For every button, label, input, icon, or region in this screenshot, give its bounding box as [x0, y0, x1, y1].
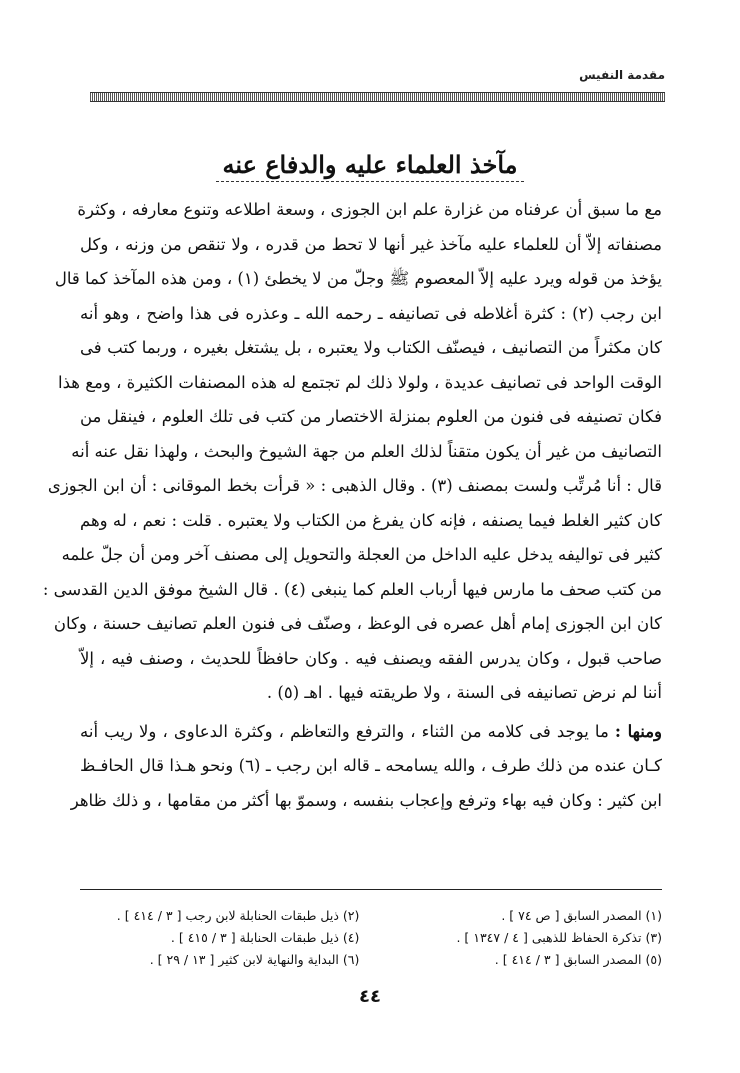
footnote: (٤) ذيل طبقات الحنابلة [ ٣ / ٤١٥ ] . [170, 930, 360, 945]
page-number: ٤٤ [359, 986, 381, 1007]
body-line: كثير فى تواليفه يدخل عليه الداخل من العجلة والتحويل إلى مصنف آخر ومن أن جلّ علمه [61, 545, 662, 564]
body-text [42, 193, 662, 818]
body-line: مع ما سبق أن عرفناه من غزارة علم ابن الجوزى ، وسعة اطلاعه وتنوع معارفه ، وكثرة [77, 200, 662, 219]
body-line: من كتب صحف ما مارس فيها أرباب العلم كما ينبغى (٤) . قال الشيخ موفق الدين القدسى : [42, 579, 662, 599]
body-line: كان مكثراً من التصانيف ، فيصنّف الكتاب ولا يعتبره ، بل يشتغل بغيره ، وربما كتب فى [80, 338, 662, 357]
body-line: التصانيف من غير أن يكون متقناً لذلك العلم من جهة الشيوخ والبحث ، ولهذا نقل عنه أنه [71, 441, 662, 461]
footnote: (٢) ذيل طبقات الحنابلة لابن رجب [ ٣ / ٤١٤ ] . [116, 908, 360, 923]
body-line [80, 715, 662, 750]
body-line: ابن رجب (٢) : كثرة أغلاطه فى تصانيفه ـ رحمه الله ـ وعذره فى هذا واضح ، وهو أنه [80, 303, 662, 323]
body-line: ابن كثير : وكان فيه بهاء وترفع وإعجاب بنفسه ، وسموّ بها أكثر من مقامها ، و ذلك ظاهر [70, 790, 662, 810]
body-line: كان كثير الغلط فيما يصنفه ، فإنه كان يفرغ من الكتاب ولا يعتبره . قلت : نعم ، له وهم [80, 510, 662, 530]
body-line: مصنفاته إلاّ أن للعلماء عليه مآخذ غير أنها لا تحط من قدره ، ولا تنقص من وزنه ، وكل [80, 234, 662, 254]
body-line-text: ما يوجد فى كلامه من الثناء ، والترفع والتعاظم ، وكثرة الدعاوى ، ولا ريب أنه [80, 721, 615, 741]
running-header: مقدمة النفيس [579, 68, 665, 82]
footnote: (١) المصدر السابق [ ص ٧٤ ] . [501, 908, 662, 923]
body-line: الوقت الواحد فى تصانيف عديدة ، ولولا ذلك لم تجتمع له هذه المصنفات الكثيرة ، ومع هذا [58, 372, 662, 392]
body-line: فكان تصنيفه فى فنون من العلوم بمنزلة الاختصار من كتب فى تلك العلوم ، فينقل من [80, 407, 662, 426]
footnotes [80, 905, 662, 971]
footnote: (٦) البداية والنهاية لابن كثير [ ١٣ / ٢٩ ] . [149, 952, 360, 967]
body-line: كـان عنده من ذلك طرف ، والله يسامحه ـ قاله ابن رجب ـ (٦) ونحو هـذا قال الحافـظ [80, 756, 662, 775]
header-rule [90, 92, 665, 102]
body-line: صاحب قبول ، وكان يدرس الفقه ويصنف فيه . وكان حافظاً للحديث ، وصنف فيه ، إلاّ [80, 648, 662, 668]
body-line: قال : أنا مُرتِّب ولست بمصنف (٣) . وقال الذهبى : « قرأت بخط الموقانى : أن ابن الجوزى [47, 476, 662, 495]
footnote: (٣) تذكرة الحفاظ للذهبى [ ٤ / ١٣٤٧ ] . [456, 930, 662, 945]
paragraph-lead: ومنها : [614, 721, 662, 741]
footnote-row [80, 949, 662, 971]
section-title [0, 150, 740, 182]
footnote-row [80, 927, 662, 949]
footnote-separator [80, 889, 662, 890]
body-line: يؤخذ من قوله ويرد عليه إلاّ المعصوم ﷺ وجلّ من لا يخطئ (١) ، ومن هذه المآخذ كما قال [54, 269, 662, 288]
body-line: أننا لم نرض تصانيفه فى السنة ، ولا طريقته فيها . اهـ (٥) . [266, 683, 662, 702]
footnote: (٥) المصدر السابق [ ٣ / ٤١٤ ] . [494, 952, 662, 967]
footnote-row [80, 905, 662, 927]
section-title-text: مآخذ العلماء عليه والدفاع عنه [216, 150, 523, 182]
body-line: كان ابن الجوزى إمام أهل عصره فى الوعظ ، وصنّف فى فنون العلم تصانيف حسنة ، وكان [53, 614, 662, 633]
